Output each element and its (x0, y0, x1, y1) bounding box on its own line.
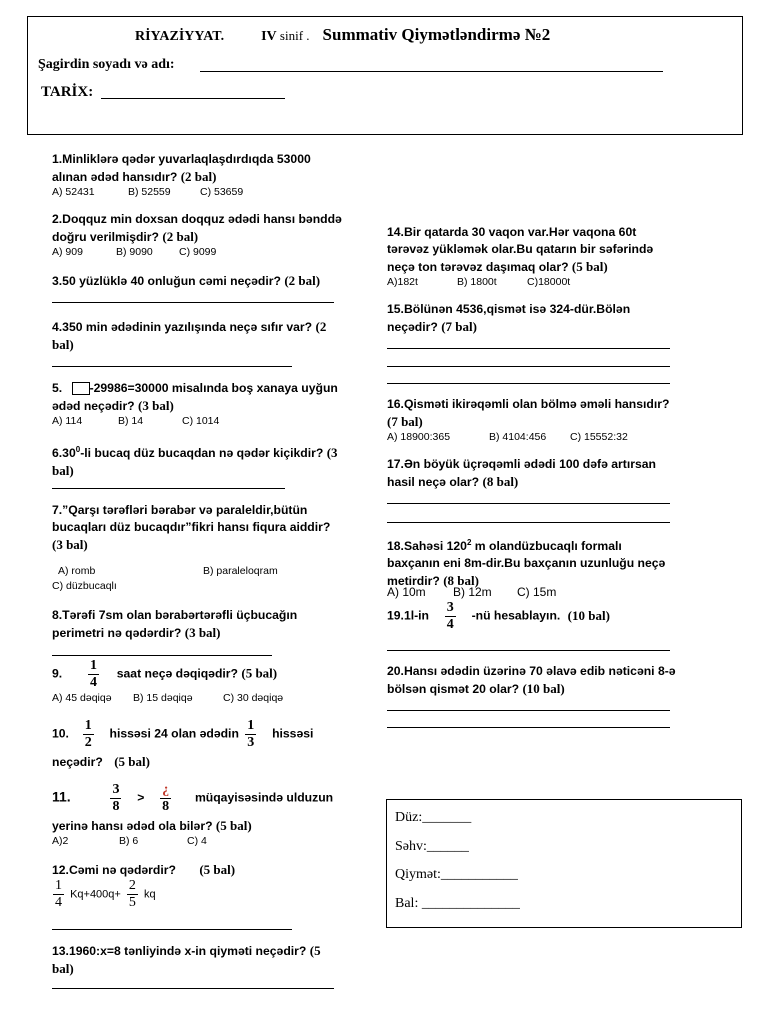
option[interactable]: A)182t (387, 276, 418, 288)
answer-line-15b[interactable] (387, 366, 670, 367)
option[interactable]: A) 10m (387, 585, 426, 599)
answer-line-20b[interactable] (387, 727, 670, 728)
question-15: 15.Bölünən 4536,qismət isə 324-dür.Bölən neçədir? (7 bal) (387, 302, 631, 334)
fraction: $\frac{3}{4}$ (446, 600, 454, 632)
answer-line-4[interactable] (52, 366, 292, 367)
option[interactable]: B) 1800t (457, 276, 497, 288)
question-12-expression: $\frac{1}{4}$ Kq+400q+ $\frac{2}{5}$ kq (55, 878, 156, 910)
option[interactable]: A)2 (52, 835, 69, 847)
option[interactable]: C) düzbucaqlı (52, 580, 117, 592)
question-9-options (52, 692, 332, 705)
option[interactable]: B) paraleloqram (203, 565, 278, 577)
option[interactable]: A) romb (58, 565, 96, 577)
question-10: 10. $\frac{1}{2}$ hissəsi 24 olan ədədin $\frac{1}{3}$ hissəsi (52, 718, 314, 750)
correct-count-field[interactable]: Düz:_______ (395, 810, 472, 825)
question-2-options (52, 246, 252, 259)
fraction: $\frac{¿}{8}$ (162, 782, 170, 814)
option[interactable]: C) 1014 (182, 415, 220, 427)
fraction: $\frac{1}{2}$ (84, 718, 92, 750)
points-field[interactable]: Bal: ______________ (395, 895, 520, 911)
question-17: 17.Ən böyük üçrəqəmli ədədi 100 dəfə artırsan hasil neçə olar? (8 bal) (387, 457, 656, 489)
answer-line-19[interactable] (387, 650, 670, 651)
option[interactable]: C) 4 (187, 835, 207, 847)
question-4: 4.350 min ədədinin yazılışında neçə sıfır var? (2 bal) (52, 319, 327, 352)
option[interactable]: A) 18900:365 (387, 431, 451, 443)
wrong-count-field[interactable]: Səhv:______ (395, 838, 469, 854)
question-8: 8.Tərəfi 7sm olan bərabərtərəfli üçbucağın perimetri nə qədərdir? (3 bal) (52, 608, 298, 640)
answer-line-12[interactable] (52, 929, 292, 930)
option[interactable]: C) 30 dəqiqə (223, 692, 284, 704)
student-label: Şagirdin soyadı və adı: (38, 57, 175, 72)
fraction: $\frac{3}{8}$ (112, 782, 120, 814)
option[interactable]: B) 15 dəqiqə (133, 692, 193, 704)
question-19: 19.1l-in $\frac{3}{4}$ -nü hesablayın. (10 bal) (387, 600, 610, 632)
question-5: 5. -29986=30000 misalında boş xanaya uyğun ədəd neçədir? (3 bal) (52, 381, 338, 413)
question-6: 6.30$^0$-li bucaq düz bucaqdan nə qədər kiçikdir? (3 bal) (52, 445, 338, 479)
option[interactable]: C) 9099 (179, 246, 217, 258)
answer-line-15c[interactable] (387, 383, 670, 384)
option[interactable]: B) 4104:456 (489, 431, 547, 443)
question-11-line2: yerinə hansı ədəd ola bilər? (5 bal) (52, 818, 252, 833)
option[interactable]: B) 52559 (128, 186, 171, 198)
option[interactable]: B) 12m (453, 585, 492, 599)
answer-line-17a[interactable] (387, 503, 670, 504)
question-10-line2: neçədir? (5 bal) (52, 754, 150, 769)
fraction: $\frac{1}{3}$ (247, 718, 255, 750)
question-5-options (52, 415, 252, 428)
question-1: 1.Minliklərə qədər yuvarlaqlaşdırdıqda 53000 alınan ədəd hansıdır? (2 bal) (52, 152, 311, 184)
header-title-line (135, 25, 550, 45)
option[interactable]: C) 15m (517, 585, 557, 599)
question-14: 14.Bir qatarda 30 vaqon var.Hər vaqona 60t tərəvəz yükləmək olar.Bu qatarın bir səfərində neçə ton tərəvəz daşımaq olar? (5 bal) (387, 225, 654, 274)
question-16-options (387, 431, 667, 444)
grade-field[interactable]: Qiymət:___________ (395, 867, 518, 882)
score-box-content (395, 804, 520, 918)
fraction: $\frac{1}{4}$ (89, 658, 97, 690)
question-16: 16.Qisməti ikirəqəmli olan bölmə əməli hansıdır? (7 bal) (387, 397, 670, 429)
question-1-options (52, 186, 244, 199)
option[interactable]: A) 114 (52, 415, 83, 427)
option[interactable]: B) 6 (119, 835, 139, 847)
option[interactable]: A) 52431 (52, 186, 95, 198)
option[interactable]: A) 45 dəqiqə (52, 692, 112, 704)
date-field[interactable] (101, 98, 285, 99)
question-13: 13.1960:x=8 tənliyində x-in qiyməti neçədir? (5 bal) (52, 943, 321, 976)
answer-line-15a[interactable] (387, 348, 670, 349)
question-2: 2.Doqquz min doxsan doqquz ədədi hansı bənddə doğru verilmişdir? (2 bal) (52, 212, 342, 244)
grade-suffix: sinif . (279, 28, 310, 43)
answer-line-20a[interactable] (387, 710, 670, 711)
question-12: 12.Cəmi nə qədərdir? (5 bal) (52, 862, 236, 877)
question-18-options (387, 585, 627, 599)
question-9: 9. $\frac{1}{4}$ saat neçə dəqiqədir? (5 bal) (52, 658, 278, 690)
question-14-options (387, 276, 627, 289)
question-11: 11. $\frac{3}{8}$ > $\frac{¿}{8}$ müqayisəsində ulduzun (52, 782, 334, 814)
student-name-row (38, 57, 175, 73)
date-label: TARİX: (41, 84, 94, 100)
question-7: 7.”Qarşı tərəfləri bərabər və paraleldir,bütün bucaqları düz bucaqdır”fikri hansı fiqura aiddir? (3 bal) (52, 503, 331, 552)
question-7-options (52, 565, 332, 593)
option[interactable]: A) 909 (52, 246, 83, 258)
answer-line-17b[interactable] (387, 522, 670, 523)
answer-line-13[interactable] (52, 988, 334, 989)
answer-line-3[interactable] (52, 302, 334, 303)
option[interactable]: C) 53659 (200, 186, 244, 198)
subject: RİYAZİYYAT. (135, 29, 225, 44)
fraction: $\frac{2}{5}$ (128, 878, 136, 910)
fraction: $\frac{1}{4}$ (55, 878, 62, 910)
answer-line-6[interactable] (52, 488, 285, 489)
option[interactable]: B) 9090 (116, 246, 153, 258)
question-3: 3.50 yüzlüklə 40 onluğun cəmi neçədir? (2 bal) (52, 273, 321, 288)
page-title: Summativ Qiymətləndirmə №2 (322, 25, 551, 44)
option[interactable]: C)18000t (527, 276, 571, 288)
grade: IV (261, 29, 277, 44)
question-18: 18.Sahəsi $120^2$ m olandüzbucaqlı formalı baxçanın eni 8m-dir.Bu baxçanın uzunluğu neçə metirdir? (8 bal) (387, 538, 666, 589)
answer-line-8[interactable] (52, 655, 272, 656)
option[interactable]: B) 14 (118, 415, 144, 427)
question-11-options (52, 835, 252, 848)
date-row (41, 84, 93, 101)
blank-box[interactable] (72, 382, 90, 395)
option[interactable]: C) 15552:32 (570, 431, 628, 443)
question-20: 20.Hansı ədədin üzərinə 70 əlavə edib nəticəni 8-ə bölsən qismət 20 olar? (10 bal) (387, 664, 676, 696)
student-name-field[interactable] (200, 71, 663, 72)
